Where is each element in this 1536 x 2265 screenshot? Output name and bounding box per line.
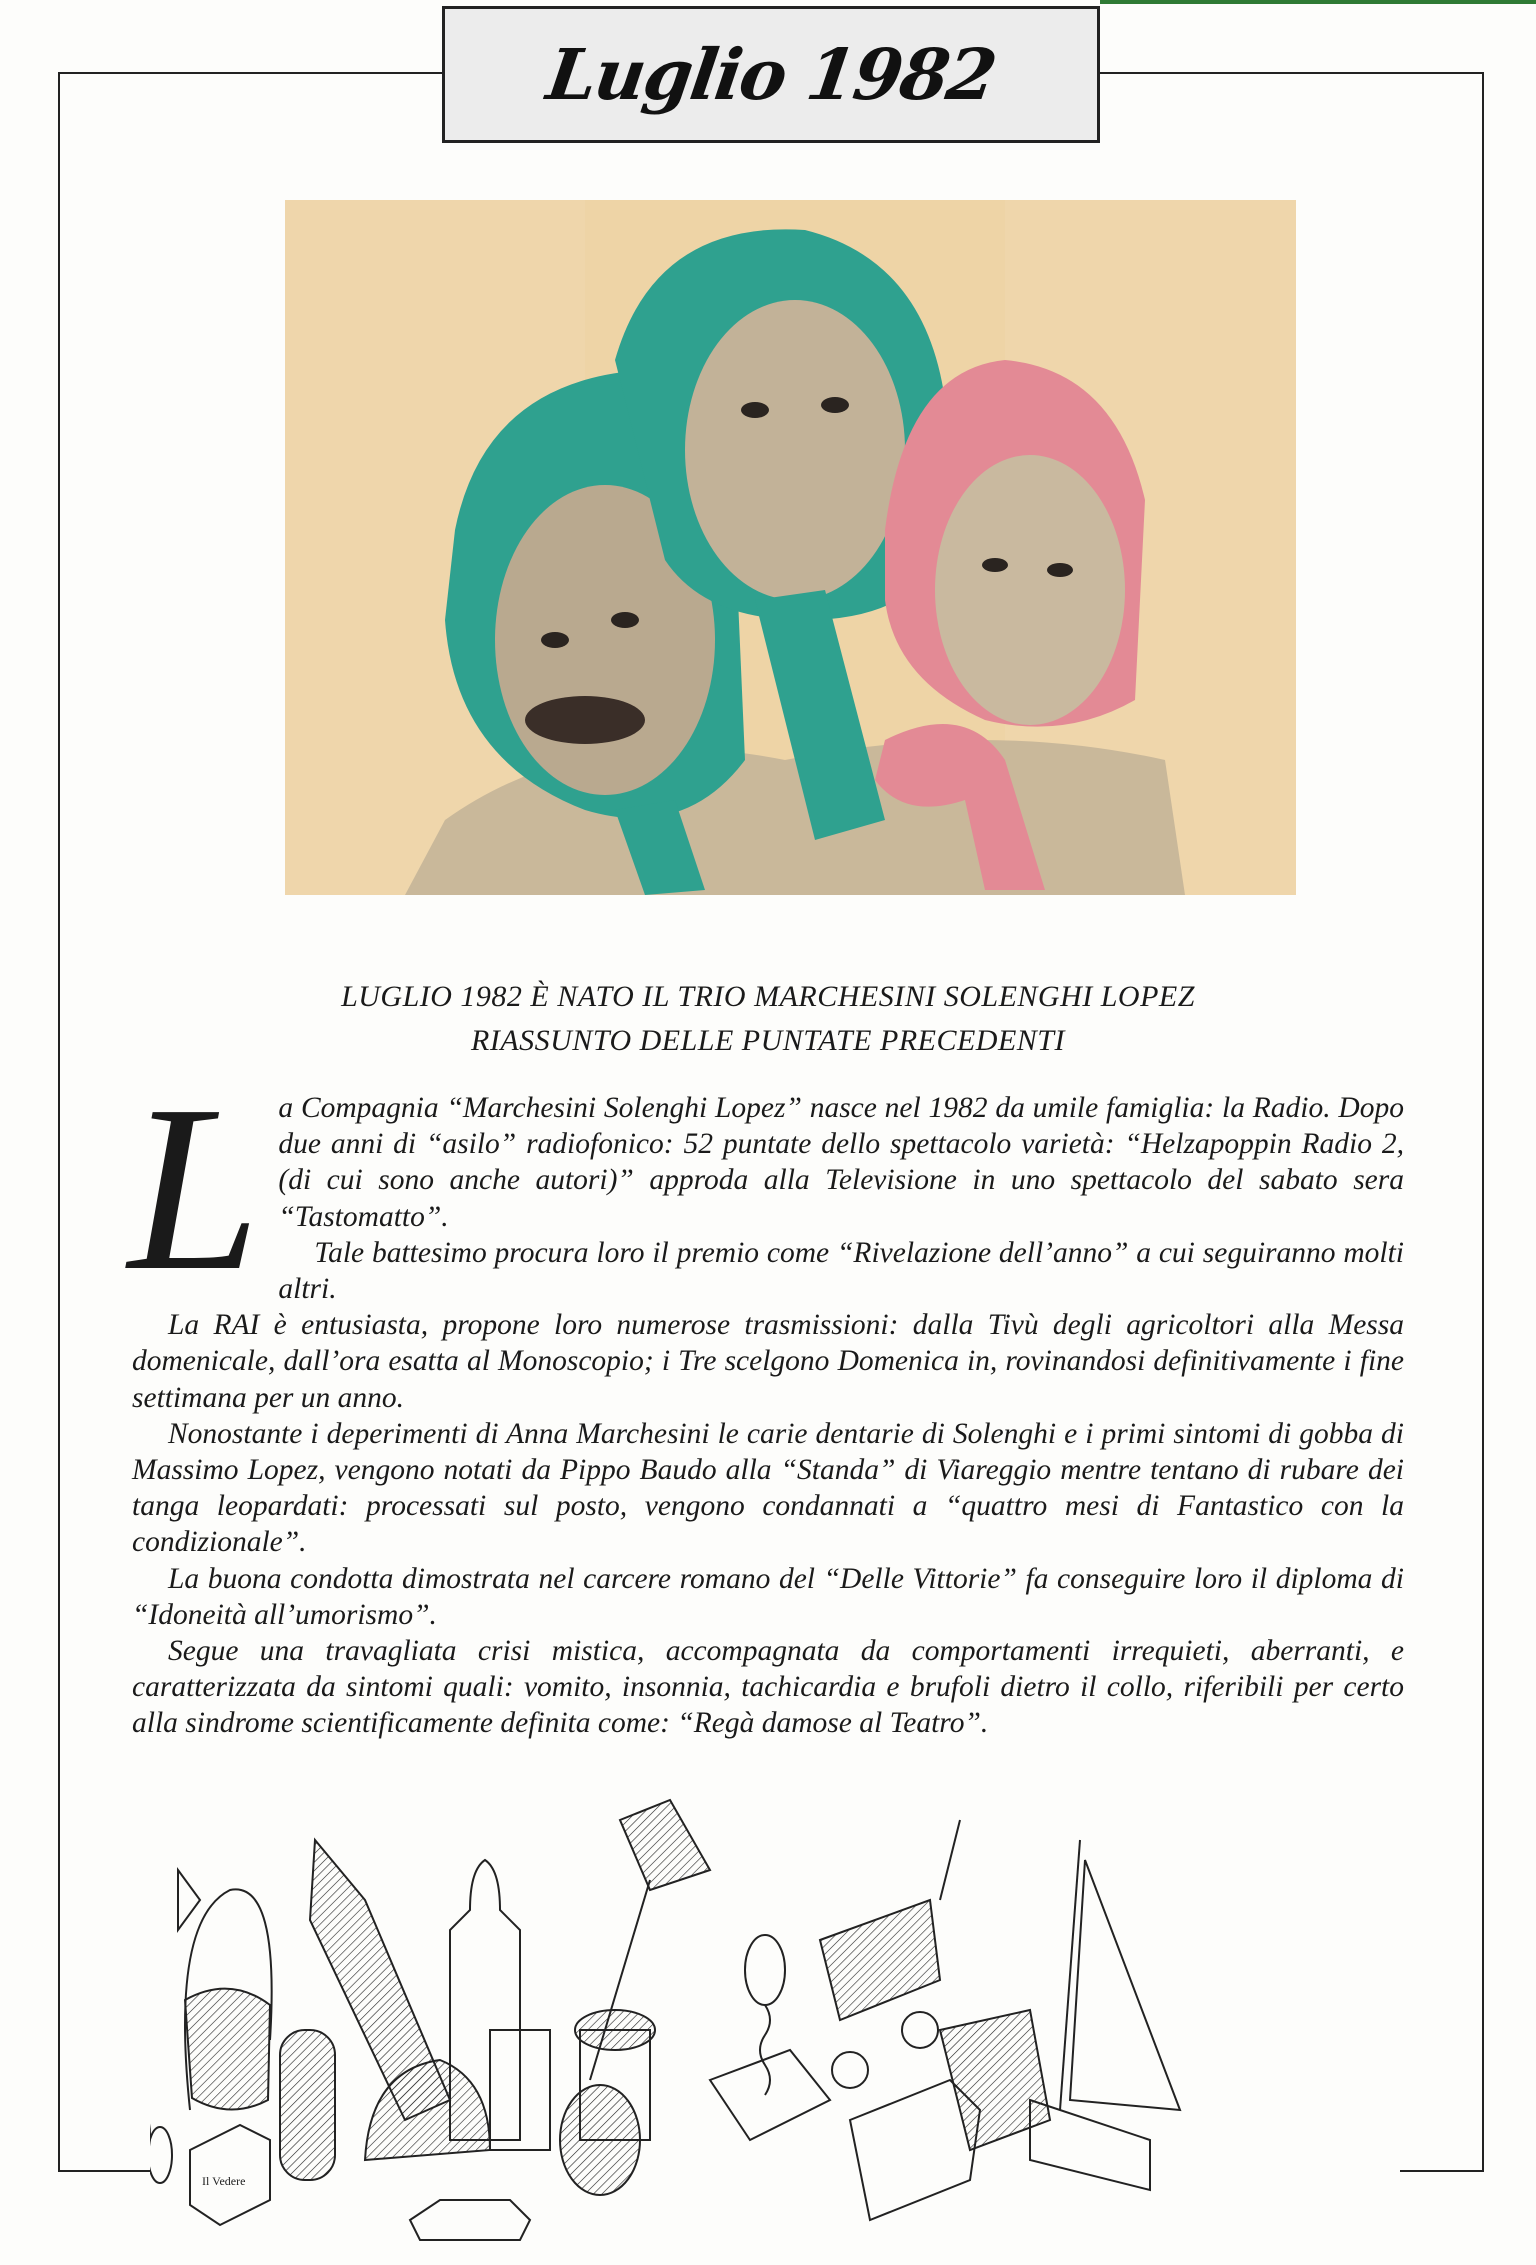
paragraph-1: a Compagnia “Marchesini Solenghi Lopez” nasce nel 1982 da umile famiglia: la Radio. Dopo due anni di “asilo” radiofonico: 52 puntate dello spettacolo varietà: “Helzapoppin Radio 2, (di cui sono anche autori)” approda alla Televisione in uno spettacolo del sabato sera “Tastomatto”. <box>278 1092 1404 1233</box>
article-body <box>128 1057 1404 1742</box>
title-box <box>442 6 1100 143</box>
photo-illustration <box>285 200 1296 895</box>
paragraph-2: Tale battesimo procura loro il premio come “Rivelazione dell’anno” a cui seguiranno molti altri. <box>278 1236 1404 1306</box>
page-title: Luglio 1982 <box>542 33 1000 116</box>
paragraph-5: La buona condotta dimostrata nel carcere romano del “Delle Vittorie” fa conseguire loro il diploma di “Idoneità all’umorismo”. <box>132 1562 1404 1631</box>
headline-line-2: RIASSUNTO DELLE PUNTATE PRECEDENTI <box>471 1024 1065 1057</box>
svg-text:Il Vedere: Il Vedere <box>202 2174 246 2188</box>
headline-line-1: LUGLIO 1982 È NATO IL TRIO MARCHESINI SOLENGHI LOPEZ <box>341 980 1195 1013</box>
dropcap: L <box>128 1057 261 1320</box>
paragraph-6: Segue una travagliata crisi mistica, accompagnata da comportamenti irrequieti, aberranti, e caratterizzata da sintomi quali: vomito, insonnia, tachicardia e brufoli dietro il collo, riferibili per certo alla sindrome scientificamente definita come: “Regà damose al Teatro”. <box>132 1635 1404 1740</box>
toys-drawing <box>150 1780 1400 2260</box>
headline <box>200 975 1336 1063</box>
paragraph-4: Nonostante i deperimenti di Anna Marchesini le carie dentarie di Solenghi e i primi sintomi di gobba di Massimo Lopez, vengono notati da Pippo Baudo alla “Standa” di Viareggio mentre tentano di rubare dei tanga leopardati: processati sul posto, vengono condannati a “quattro mesi di Fantastico con la condizionale”. <box>132 1417 1404 1559</box>
paragraph-3: La RAI è entusiasta, propone loro numerose trasmissioni: dalla Tivù degli agricoltori alla Messa domenicale, dall’ora esatta al Monoscopio; i Tre scelgono Domenica in, rovinandosi definitivamente i fine settimana per un anno. <box>132 1309 1404 1414</box>
top-strip <box>1100 0 1536 4</box>
trio-photo <box>285 200 1296 895</box>
toys-illustration <box>150 1780 1400 2260</box>
